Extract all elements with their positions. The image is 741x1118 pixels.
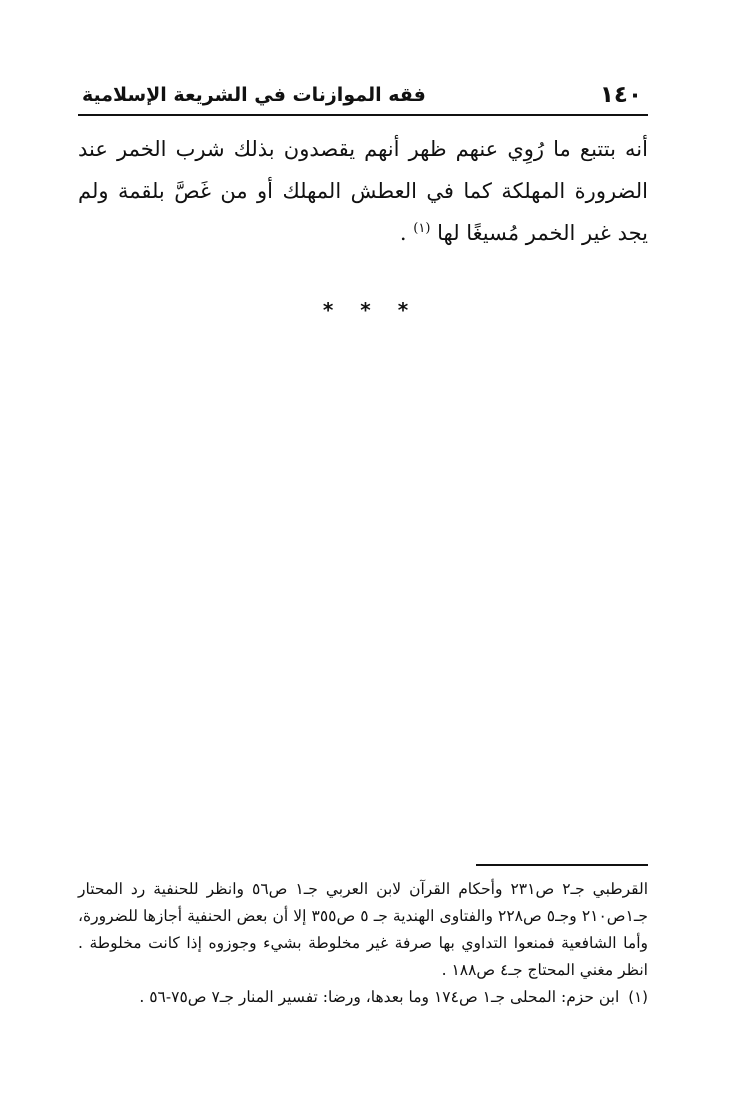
- footnote-1: [78, 984, 648, 1011]
- footnote-continuation: القرطبي جـ٢ ص٢٣١ وأحكام القرآن لابن العربي جـ١ ص٥٦ وانظر للحنفية رد المحتار جـ١ص٢١٠ وجـ٥ ص٢٢٨ والفتاوى الهندية جـ ٥ ص٣٥٥ إلا أن بعض الحنفية أجازها للضرورة، وأما الشافعية فمنعوا التداوي بها صرفة غير مخلوطة بشيء وجوزوه إذا كانت مخلوطة . انظر مغني المحتاج جـ٤ ص١٨٨ .: [78, 880, 649, 979]
- footnotes: [78, 876, 648, 1011]
- running-header: [78, 80, 648, 114]
- header-rule: [78, 114, 648, 116]
- running-title: فقه الموازنات في الشريعة الإسلامية: [82, 84, 426, 106]
- section-separator: * * *: [322, 298, 419, 322]
- footnote-text: ابن حزم: المحلى جـ١ ص١٧٤ وما بعدها، ورضا: تفسير المنار جـ٧ ص٧٥-٥٦ .: [139, 988, 620, 1006]
- footnote-reference: (١): [413, 221, 431, 236]
- paragraph-text: أنه بتتبع ما رُوِي عنهم ظهر أنهم يقصدون بذلك شرب الخمر عند الضرورة المهلكة كما في العطش المهلك أو من غَصَّ بلقمة ولم يجد غير الخمر مُسيغًا لها: [78, 137, 648, 245]
- page-number: ١٤٠: [599, 82, 642, 108]
- footnote-rule: [476, 864, 648, 866]
- paragraph-end: .: [399, 221, 407, 245]
- body-text: [78, 128, 648, 254]
- footnote-number: (١): [628, 988, 648, 1006]
- body-paragraph: [78, 128, 648, 254]
